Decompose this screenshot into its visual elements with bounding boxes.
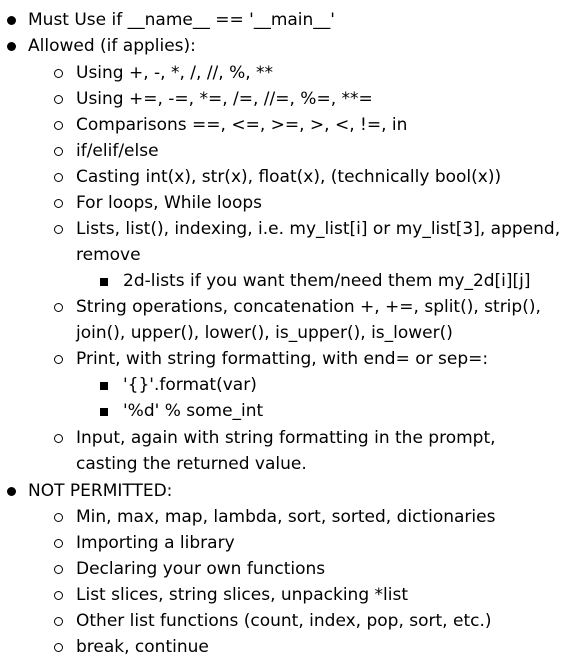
bullet-circle-icon (54, 556, 63, 582)
list-item-text: remove (76, 245, 141, 265)
list-item-text: Lists, list(), indexing, i.e. my_list[i] or my_list[3], append, (76, 219, 561, 239)
list-item (0, 216, 585, 242)
list-item-text: if/elif/else (76, 141, 159, 161)
list-item-text: Declaring your own functions (76, 559, 326, 579)
list-item-text: join(), upper(), lower(), is_upper(), is_lower() (76, 323, 453, 343)
bullet-circle-icon (54, 346, 63, 372)
list-item-text: '{}'.format(var) (123, 375, 257, 395)
list-item (0, 582, 585, 608)
list-item-text: Other list functions (count, index, pop, sort, etc.) (76, 611, 492, 631)
list-item (0, 634, 585, 660)
list-item (0, 60, 585, 86)
bullet-circle-icon (54, 608, 63, 634)
list-item-text: 2d-lists if you want them/need them my_2d[i][j] (123, 271, 531, 291)
list-item (0, 372, 585, 398)
list-item-text: Using +=, -=, *=, /=, //=, %=, **= (76, 89, 373, 109)
list-item (0, 504, 585, 530)
bullet-circle-icon (54, 112, 63, 138)
list-item (0, 33, 585, 59)
bullet-circle-icon (54, 294, 63, 320)
bullet-dot-icon (7, 33, 16, 59)
list-item (0, 164, 585, 190)
bullet-circle-icon (54, 216, 63, 242)
list-item-text: Using +, -, *, /, //, %, ** (76, 63, 274, 83)
bullet-square-icon (100, 398, 108, 424)
list-item-text: '%d' % some_int (123, 401, 264, 421)
list-item (0, 530, 585, 556)
bullet-circle-icon (54, 530, 63, 556)
list-item (0, 112, 585, 138)
list-item-text: List slices, string slices, unpacking *list (76, 585, 408, 605)
bullet-square-icon (100, 268, 108, 294)
list-item (0, 608, 585, 634)
list-item-text: break, continue (76, 637, 209, 657)
list-item-text: For loops, While loops (76, 193, 263, 213)
list-item (0, 138, 585, 164)
list-item-text: casting the returned value. (76, 454, 307, 474)
list-item (0, 86, 585, 112)
list-item-text: Print, with string formatting, with end= or sep=: (76, 349, 489, 369)
list-item-text: String operations, concatenation +, +=, split(), strip(), (76, 297, 541, 317)
list-item (0, 268, 585, 294)
bullet-circle-icon (54, 190, 63, 216)
bullet-circle-icon (54, 138, 63, 164)
bullet-circle-icon (54, 425, 63, 451)
list-item (0, 294, 585, 320)
bullet-circle-icon (54, 164, 63, 190)
list-item-continuation (0, 451, 585, 477)
list-item-continuation (0, 320, 585, 346)
list-item-text: Min, max, map, lambda, sort, sorted, dictionaries (76, 507, 496, 527)
list-item-text: Comparisons ==, <=, >=, >, <, !=, in (76, 115, 408, 135)
section-heading-not-permitted: NOT PERMITTED: (28, 481, 173, 501)
list-item-text: Casting int(x), str(x), float(x), (technically bool(x)) (76, 167, 502, 187)
section-heading-allowed: Allowed (if applies): (28, 36, 196, 56)
list-item (0, 478, 585, 504)
bullet-circle-icon (54, 60, 63, 86)
list-item (0, 190, 585, 216)
list-item (0, 7, 585, 33)
list-item-text: Input, again with string formatting in the prompt, (76, 428, 496, 448)
list-item (0, 346, 585, 372)
list-item-text: Importing a library (76, 533, 235, 553)
bullet-circle-icon (54, 634, 63, 660)
list-item (0, 425, 585, 451)
list-item-continuation (0, 242, 585, 268)
bullet-dot-icon (7, 478, 16, 504)
list-item-text: Must Use if __name__ == '__main__' (28, 10, 335, 30)
bullet-circle-icon (54, 504, 63, 530)
bullet-dot-icon (7, 7, 16, 33)
bullet-circle-icon (54, 582, 63, 608)
bullet-circle-icon (54, 86, 63, 112)
bullet-square-icon (100, 372, 108, 398)
list-item (0, 398, 585, 424)
list-item (0, 556, 585, 582)
